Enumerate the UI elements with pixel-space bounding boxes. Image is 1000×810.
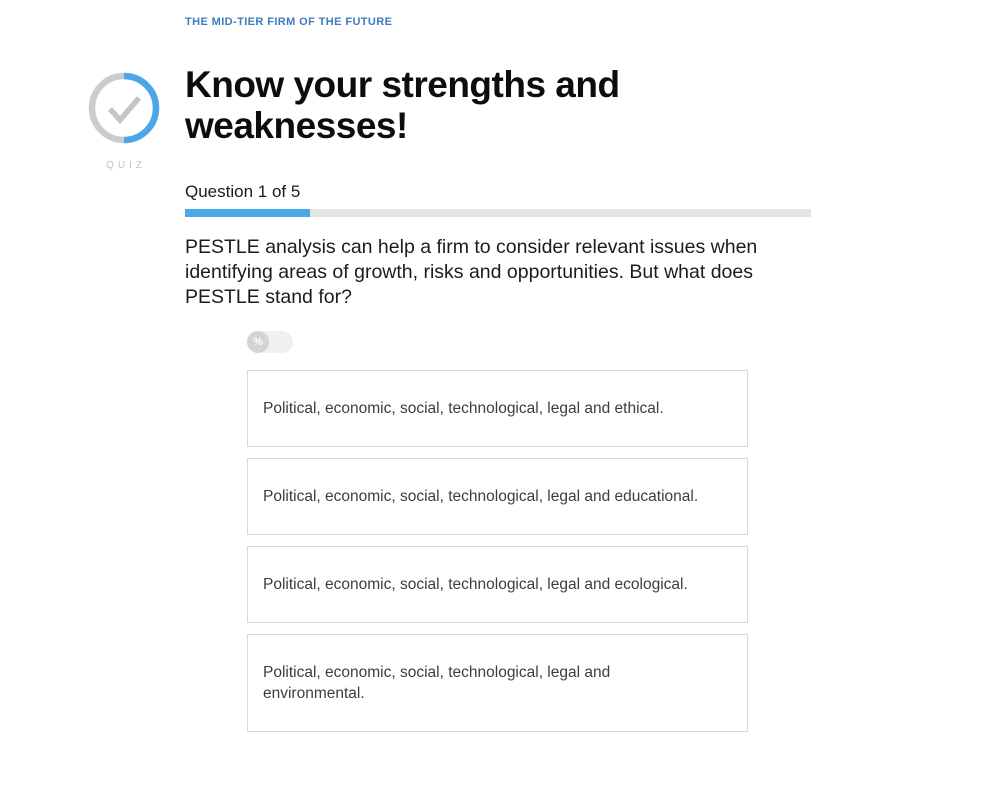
checkmark-icon [110, 98, 139, 120]
answer-option-label: Political, economic, social, technological, legal and ecological. [263, 576, 688, 593]
answer-option-label: Political, economic, social, technological, legal and environmental. [263, 664, 611, 702]
answer-option-label: Political, economic, social, technological, legal and ethical. [263, 400, 664, 417]
answer-option-1[interactable] [247, 370, 748, 447]
question-counter: Question 1 of 5 [185, 182, 301, 201]
quiz-progress-circle-icon [88, 72, 160, 144]
answer-option-3[interactable] [247, 546, 748, 623]
progress-section [185, 182, 811, 217]
quiz-title: Know your strengths and weaknesses! [185, 64, 620, 146]
answer-option-label: Political, economic, social, technological, legal and educational. [263, 488, 699, 505]
course-title: THE MID-TIER FIRM OF THE FUTURE [185, 16, 393, 28]
quiz-badge [88, 72, 160, 171]
progress-bar-track [185, 209, 811, 217]
answer-list [247, 370, 748, 743]
answer-option-2[interactable] [247, 458, 748, 535]
quiz-badge-label: QUIZ [106, 160, 146, 171]
answer-option-4[interactable] [247, 634, 748, 732]
progress-bar-fill [185, 209, 310, 217]
percentage-toggle-knob[interactable]: % [247, 331, 269, 353]
percentage-toggle[interactable] [247, 331, 293, 353]
question-text: PESTLE analysis can help a firm to consider relevant issues when identifying areas of growth, risks and opportunities. But what does PESTLE stand for? [185, 236, 758, 308]
